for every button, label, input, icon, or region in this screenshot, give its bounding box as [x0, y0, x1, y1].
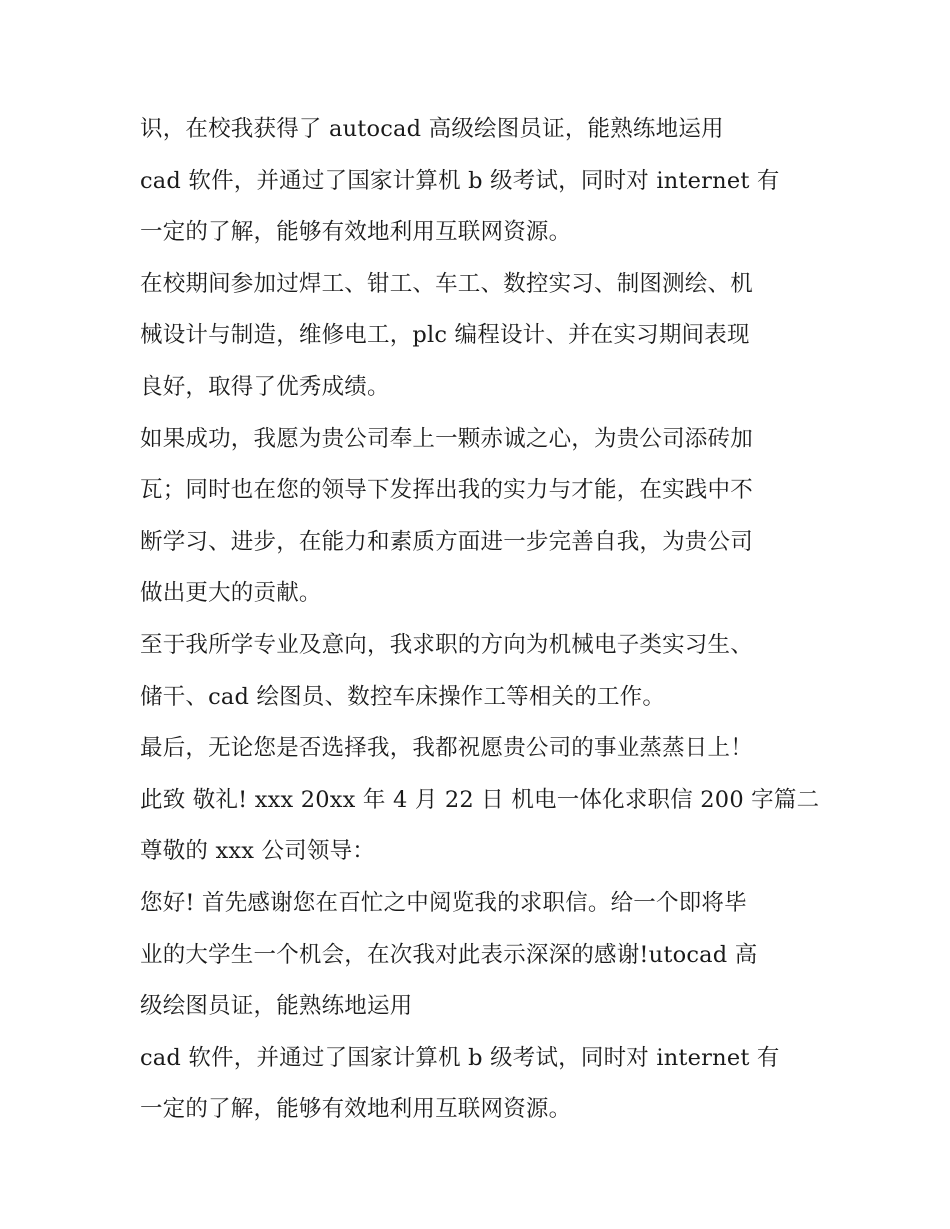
text-line: 良好，取得了优秀成绩。: [140, 373, 390, 400]
text-line: 储干、cad 绘图员、数控车床操作工等相关的工作。: [140, 683, 666, 710]
text-line: 一定的了解，能够有效地利用互联网资源。: [140, 219, 572, 246]
text-line: 最后，无论您是否选择我，我都祝愿贵公司的事业蒸蒸日上！: [140, 735, 753, 762]
text-line: 在校期间参加过焊工、钳工、车工、数控实习、制图测绘、机: [140, 270, 753, 297]
text-line: 械设计与制造，维修电工，plc 编程设计、并在实习期间表现: [140, 322, 750, 349]
text-line: 做出更大的贡献。: [140, 580, 322, 607]
document-body: [140, 104, 830, 1136]
text-line: 一定的了解，能够有效地利用互联网资源。: [140, 1096, 572, 1123]
text-line: cad 软件，并通过了国家计算机 b 级考试，同时对 internet 有: [140, 1044, 780, 1071]
text-line: 级绘图员证，能熟练地运用: [140, 993, 413, 1020]
text-line: 您好! 首先感谢您在百忙之中阅览我的求职信。给一个即将毕: [140, 889, 747, 916]
text-line: cad 软件，并通过了国家计算机 b 级考试，同时对 internet 有: [140, 167, 780, 194]
text-line: 此致 敬礼! xxx 20xx 年 4 月 22 日 机电一体化求职信 200 字篇二: [140, 786, 820, 813]
text-line: 瓦；同时也在您的领导下发挥出我的实力与才能，在实践中不: [140, 477, 753, 504]
text-line: 尊敬的 xxx 公司领导：: [140, 838, 375, 865]
text-line: 识，在校我获得了 autocad 高级绘图员证，能熟练地运用: [140, 116, 724, 142]
text-line: 断学习、进步，在能力和素质方面进一步完善自我，为贵公司: [140, 528, 753, 555]
text-line: 业的大学生一个机会，在次我对此表示深深的感谢!utocad 高: [140, 941, 758, 968]
text-line: 至于我所学专业及意向，我求职的方向为机械电子类实习生、: [140, 631, 753, 658]
text-line: 如果成功，我愿为贵公司奉上一颗赤诚之心，为贵公司添砖加: [140, 425, 753, 452]
